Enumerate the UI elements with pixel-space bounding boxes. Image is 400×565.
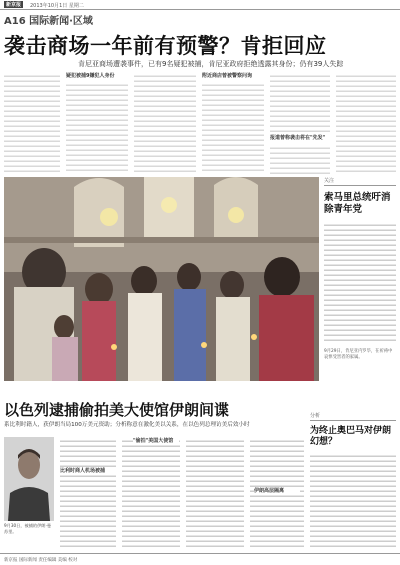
sidebar-tag: 关注 <box>324 177 396 186</box>
text-block <box>336 72 396 174</box>
column-heading: 疑犯被捕9嫌犯人身份 <box>66 73 115 79</box>
analysis-box <box>310 412 396 448</box>
article-column <box>66 72 128 174</box>
israel-headline: 以色列逮捕偷拍美大使馆伊朗间谍 <box>4 401 230 419</box>
column-heading: 伊朗高层隔离 <box>254 487 300 494</box>
israel-article-column <box>122 437 180 549</box>
column-heading: 比利时商人机场被捕 <box>60 467 116 474</box>
sidebar-headline: 索马里总统吁消除青年党 <box>324 192 391 215</box>
section-label: A16 国际新闻·区域 <box>4 16 93 27</box>
main-subheadline: 肯尼亚商场遭袭事件，已有9名疑犯被捕，肯尼亚政府拒绝透露其身份；仍有39人失踪 <box>78 60 344 68</box>
main-headline: 袭击商场一年前有预警？肯拒回应 <box>4 34 327 58</box>
text-block <box>202 81 264 174</box>
page-header <box>0 0 400 10</box>
column-heading: 报道曾称袭击将在"先发" <box>270 135 326 141</box>
text-block <box>270 144 330 174</box>
text-block <box>4 72 60 174</box>
mourners-photo <box>4 177 319 381</box>
israel-article-column <box>186 437 244 549</box>
article-column <box>270 72 330 174</box>
article-column <box>336 72 396 174</box>
issue-date: 2013年10月1日 星期二 <box>30 3 84 9</box>
sidebar-story <box>324 177 396 381</box>
suspect-portrait <box>4 437 54 521</box>
israel-article-column <box>60 437 116 549</box>
text-block <box>134 72 196 174</box>
analysis-headline: 为终止奥巴马对伊朗幻想？ <box>310 426 392 447</box>
main-article-body <box>4 72 396 174</box>
column-heading: "偷拍"美国大使馆 <box>133 437 179 444</box>
page-footer: 新京报 国际新闻 责任编辑 美编 校对 <box>0 553 400 565</box>
article-column <box>134 72 196 174</box>
sidebar-text-block <box>324 221 396 341</box>
article-column <box>4 72 60 174</box>
portrait-caption: 9月30日，被捕的伊朗·曼苏里。 <box>4 523 52 534</box>
photo-caption: 9月29日，肯尼亚内罗毕，在祈祷中哀悼受害者的家属。 <box>324 349 393 360</box>
text-block <box>66 81 128 174</box>
photo-illustration <box>4 177 319 381</box>
portrait-illustration <box>4 437 54 521</box>
article-column <box>202 72 264 174</box>
israel-subheadline: 系比利时籍人，获伊朗当局100万美元资助；分析称意在激化美以关系，在以色列总理访美后效小时 <box>4 422 250 428</box>
newspaper-brand: 新京报 <box>6 2 22 8</box>
column-heading: 附近商店曾被警察问询 <box>202 73 253 79</box>
analysis-text-block <box>310 452 396 549</box>
text-block <box>270 72 330 132</box>
analysis-tag: 分析 <box>310 412 396 421</box>
